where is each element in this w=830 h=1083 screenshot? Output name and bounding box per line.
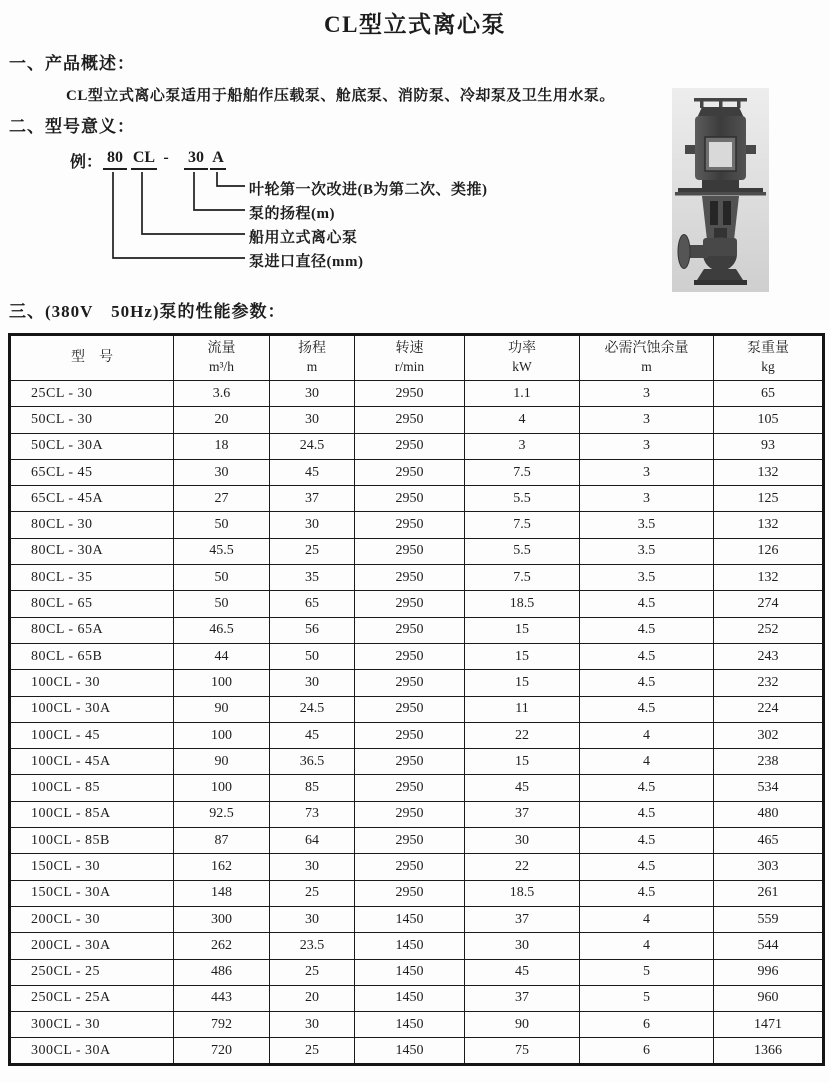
- value-cell: 2950: [355, 801, 465, 827]
- value-cell: 18.5: [465, 880, 580, 906]
- value-cell: 224: [714, 696, 824, 722]
- value-cell: 100: [174, 670, 270, 696]
- value-cell: 37: [270, 486, 355, 512]
- value-cell: 100: [174, 775, 270, 801]
- value-cell: 1450: [355, 906, 465, 932]
- value-cell: 7.5: [465, 459, 580, 485]
- value-cell: 30: [270, 407, 355, 433]
- table-row: [10, 959, 824, 985]
- value-cell: 5.5: [465, 538, 580, 564]
- value-cell: 4.5: [580, 801, 714, 827]
- table-body: [10, 381, 824, 1065]
- column-header: 扬程 m: [270, 335, 355, 381]
- table-row: [10, 775, 824, 801]
- value-cell: 1450: [355, 985, 465, 1011]
- model-cell: 80CL - 30A: [10, 538, 174, 564]
- value-cell: 25: [270, 959, 355, 985]
- value-cell: 1450: [355, 1012, 465, 1038]
- model-cell: 100CL - 85B: [10, 828, 174, 854]
- value-cell: 64: [270, 828, 355, 854]
- value-cell: 30: [270, 670, 355, 696]
- value-cell: 85: [270, 775, 355, 801]
- table-row: [10, 407, 824, 433]
- value-cell: 105: [714, 407, 824, 433]
- value-cell: 30: [270, 1012, 355, 1038]
- value-cell: 25: [270, 538, 355, 564]
- token-dash: -: [163, 149, 169, 166]
- table-row: [10, 643, 824, 669]
- value-cell: 2950: [355, 749, 465, 775]
- value-cell: 1450: [355, 959, 465, 985]
- value-cell: 792: [174, 1012, 270, 1038]
- value-cell: 15: [465, 749, 580, 775]
- token-variant: A: [210, 149, 226, 170]
- table-row: [10, 617, 824, 643]
- value-cell: 3: [465, 433, 580, 459]
- value-cell: 996: [714, 959, 824, 985]
- value-cell: 2950: [355, 512, 465, 538]
- value-cell: 4.5: [580, 828, 714, 854]
- value-cell: 6: [580, 1012, 714, 1038]
- value-cell: 92.5: [174, 801, 270, 827]
- value-cell: 2950: [355, 591, 465, 617]
- example-prefix: 例：: [70, 154, 103, 171]
- value-cell: 132: [714, 565, 824, 591]
- model-cell: 65CL - 45A: [10, 486, 174, 512]
- column-header: 转速 r/min: [355, 335, 465, 381]
- model-cell: 250CL - 25A: [10, 985, 174, 1011]
- value-cell: 2950: [355, 538, 465, 564]
- column-header: 功率 kW: [465, 335, 580, 381]
- value-cell: 44: [174, 643, 270, 669]
- model-cell: 80CL - 65B: [10, 643, 174, 669]
- value-cell: 1.1: [465, 381, 580, 407]
- value-cell: 25: [270, 880, 355, 906]
- value-cell: 3.5: [580, 512, 714, 538]
- value-cell: 90: [174, 696, 270, 722]
- value-cell: 30: [270, 906, 355, 932]
- value-cell: 2950: [355, 775, 465, 801]
- column-header: 必需汽蚀余量 m: [580, 335, 714, 381]
- value-cell: 303: [714, 854, 824, 880]
- value-cell: 30: [465, 933, 580, 959]
- pump-illustration: [672, 88, 769, 292]
- value-cell: 4: [465, 407, 580, 433]
- value-cell: 4: [580, 906, 714, 932]
- value-cell: 2950: [355, 643, 465, 669]
- value-cell: 35: [270, 565, 355, 591]
- value-cell: 1366: [714, 1038, 824, 1064]
- section-model-meaning-heading: 二、型号意义：: [9, 117, 135, 136]
- model-cell: 65CL - 45: [10, 459, 174, 485]
- value-cell: 262: [174, 933, 270, 959]
- value-cell: 4.5: [580, 617, 714, 643]
- model-cell: 250CL - 25: [10, 959, 174, 985]
- table-row: [10, 670, 824, 696]
- value-cell: 15: [465, 643, 580, 669]
- value-cell: 960: [714, 985, 824, 1011]
- value-cell: 5: [580, 959, 714, 985]
- value-cell: 302: [714, 722, 824, 748]
- value-cell: 90: [174, 749, 270, 775]
- value-cell: 15: [465, 670, 580, 696]
- value-cell: 2950: [355, 407, 465, 433]
- value-cell: 93: [714, 433, 824, 459]
- value-cell: 30: [270, 381, 355, 407]
- table-row: [10, 459, 824, 485]
- value-cell: 2950: [355, 459, 465, 485]
- value-cell: 486: [174, 959, 270, 985]
- value-cell: 73: [270, 801, 355, 827]
- value-cell: 544: [714, 933, 824, 959]
- value-cell: 4: [580, 749, 714, 775]
- model-cell: 150CL - 30: [10, 854, 174, 880]
- value-cell: 20: [174, 407, 270, 433]
- table-header-row: [10, 335, 824, 381]
- value-cell: 87: [174, 828, 270, 854]
- model-cell: 100CL - 30: [10, 670, 174, 696]
- value-cell: 148: [174, 880, 270, 906]
- value-cell: 274: [714, 591, 824, 617]
- value-cell: 50: [174, 512, 270, 538]
- value-cell: 25: [270, 1038, 355, 1064]
- value-cell: 2950: [355, 433, 465, 459]
- value-cell: 45: [465, 775, 580, 801]
- section-overview-heading: 一、产品概述：: [9, 54, 135, 73]
- value-cell: 4.5: [580, 591, 714, 617]
- model-cell: 150CL - 30A: [10, 880, 174, 906]
- value-cell: 1471: [714, 1012, 824, 1038]
- table-row: [10, 933, 824, 959]
- table-row: [10, 486, 824, 512]
- value-cell: 252: [714, 617, 824, 643]
- token-head: 30: [184, 149, 208, 170]
- model-cell: 25CL - 30: [10, 381, 174, 407]
- model-cell: 100CL - 30A: [10, 696, 174, 722]
- table-row: [10, 801, 824, 827]
- table-row: [10, 828, 824, 854]
- value-cell: 125: [714, 486, 824, 512]
- value-cell: 45: [270, 722, 355, 748]
- token-inlet-diameter: 80: [103, 149, 127, 170]
- table-row: [10, 696, 824, 722]
- model-cell: 80CL - 30: [10, 512, 174, 538]
- value-cell: 11: [465, 696, 580, 722]
- value-cell: 30: [465, 828, 580, 854]
- model-cell: 300CL - 30: [10, 1012, 174, 1038]
- value-cell: 30: [270, 512, 355, 538]
- diagram-label-impeller-revision: 叶轮第一次改进(B为第二次、类推): [249, 182, 488, 198]
- value-cell: 37: [465, 801, 580, 827]
- model-cell: 80CL - 65: [10, 591, 174, 617]
- value-cell: 65: [270, 591, 355, 617]
- value-cell: 4: [580, 933, 714, 959]
- value-cell: 90: [465, 1012, 580, 1038]
- value-cell: 18.5: [465, 591, 580, 617]
- table-row: [10, 880, 824, 906]
- model-cell: 100CL - 85A: [10, 801, 174, 827]
- value-cell: 65: [714, 381, 824, 407]
- table-row: [10, 985, 824, 1011]
- value-cell: 45.5: [174, 538, 270, 564]
- model-cell: 200CL - 30A: [10, 933, 174, 959]
- performance-table: [8, 333, 825, 1066]
- value-cell: 27: [174, 486, 270, 512]
- value-cell: 46.5: [174, 617, 270, 643]
- column-header: 型 号: [10, 335, 174, 381]
- value-cell: 23.5: [270, 933, 355, 959]
- value-cell: 24.5: [270, 433, 355, 459]
- value-cell: 56: [270, 617, 355, 643]
- model-cell: 300CL - 30A: [10, 1038, 174, 1064]
- value-cell: 261: [714, 880, 824, 906]
- value-cell: 4.5: [580, 670, 714, 696]
- diagram-label-pump-type: 船用立式离心泵: [249, 230, 358, 246]
- value-cell: 7.5: [465, 565, 580, 591]
- value-cell: 30: [270, 854, 355, 880]
- value-cell: 36.5: [270, 749, 355, 775]
- value-cell: 132: [714, 459, 824, 485]
- table-row: [10, 512, 824, 538]
- table-row: [10, 1038, 824, 1064]
- value-cell: 2950: [355, 565, 465, 591]
- table-row: [10, 433, 824, 459]
- value-cell: 3: [580, 459, 714, 485]
- model-cell: 80CL - 35: [10, 565, 174, 591]
- value-cell: 2950: [355, 381, 465, 407]
- table-row: [10, 906, 824, 932]
- value-cell: 559: [714, 906, 824, 932]
- value-cell: 3: [580, 433, 714, 459]
- value-cell: 50: [174, 565, 270, 591]
- value-cell: 50: [270, 643, 355, 669]
- value-cell: 232: [714, 670, 824, 696]
- value-cell: 1450: [355, 933, 465, 959]
- value-cell: 20: [270, 985, 355, 1011]
- value-cell: 45: [270, 459, 355, 485]
- value-cell: 2950: [355, 670, 465, 696]
- value-cell: 2950: [355, 722, 465, 748]
- value-cell: 4: [580, 722, 714, 748]
- model-cell: 200CL - 30: [10, 906, 174, 932]
- value-cell: 132: [714, 512, 824, 538]
- diagram-label-pump-head: 泵的扬程(m): [249, 206, 335, 222]
- value-cell: 162: [174, 854, 270, 880]
- value-cell: 45: [465, 959, 580, 985]
- value-cell: 465: [714, 828, 824, 854]
- table-row: [10, 381, 824, 407]
- overview-paragraph: CL型立式离心泵适用于船舶作压载泵、舱底泵、消防泵、冷却泵及卫生用水泵。: [66, 88, 615, 104]
- model-code-diagram: [0, 145, 600, 275]
- value-cell: 6: [580, 1038, 714, 1064]
- value-cell: 126: [714, 538, 824, 564]
- model-cell: 80CL - 65A: [10, 617, 174, 643]
- table-row: [10, 854, 824, 880]
- model-cell: 50CL - 30: [10, 407, 174, 433]
- value-cell: 2950: [355, 828, 465, 854]
- value-cell: 2950: [355, 486, 465, 512]
- value-cell: 22: [465, 854, 580, 880]
- value-cell: 37: [465, 985, 580, 1011]
- value-cell: 50: [174, 591, 270, 617]
- diagram-label-inlet-diameter: 泵进口直径(mm): [249, 254, 364, 270]
- value-cell: 3.6: [174, 381, 270, 407]
- model-cell: 100CL - 45: [10, 722, 174, 748]
- page-title: CL型立式离心泵: [324, 12, 506, 37]
- value-cell: 4.5: [580, 643, 714, 669]
- model-cell: 50CL - 30A: [10, 433, 174, 459]
- value-cell: 7.5: [465, 512, 580, 538]
- table-row: [10, 722, 824, 748]
- column-header: 泵重量 kg: [714, 335, 824, 381]
- value-cell: 2950: [355, 617, 465, 643]
- value-cell: 4.5: [580, 775, 714, 801]
- table-row: [10, 538, 824, 564]
- value-cell: 2950: [355, 696, 465, 722]
- value-cell: 4.5: [580, 854, 714, 880]
- value-cell: 4.5: [580, 696, 714, 722]
- value-cell: 3.5: [580, 538, 714, 564]
- model-cell: 100CL - 85: [10, 775, 174, 801]
- value-cell: 18: [174, 433, 270, 459]
- section-performance-heading: 三、(380V 50Hz)泵的性能参数：: [9, 302, 286, 321]
- pump-photo: [672, 88, 769, 292]
- value-cell: 4.5: [580, 880, 714, 906]
- value-cell: 3: [580, 407, 714, 433]
- value-cell: 15: [465, 617, 580, 643]
- value-cell: 534: [714, 775, 824, 801]
- value-cell: 100: [174, 722, 270, 748]
- value-cell: 30: [174, 459, 270, 485]
- value-cell: 37: [465, 906, 580, 932]
- value-cell: 243: [714, 643, 824, 669]
- table-row: [10, 565, 824, 591]
- value-cell: 238: [714, 749, 824, 775]
- value-cell: 22: [465, 722, 580, 748]
- table-row: [10, 749, 824, 775]
- table-row: [10, 591, 824, 617]
- value-cell: 720: [174, 1038, 270, 1064]
- value-cell: 5: [580, 985, 714, 1011]
- value-cell: 300: [174, 906, 270, 932]
- value-cell: 3: [580, 381, 714, 407]
- value-cell: 75: [465, 1038, 580, 1064]
- token-series-code: CL: [131, 149, 157, 170]
- table-row: [10, 1012, 824, 1038]
- model-cell: 100CL - 45A: [10, 749, 174, 775]
- value-cell: 5.5: [465, 486, 580, 512]
- value-cell: 2950: [355, 854, 465, 880]
- value-cell: 480: [714, 801, 824, 827]
- value-cell: 1450: [355, 1038, 465, 1064]
- value-cell: 3.5: [580, 565, 714, 591]
- column-header: 流量 m³/h: [174, 335, 270, 381]
- value-cell: 24.5: [270, 696, 355, 722]
- value-cell: 443: [174, 985, 270, 1011]
- value-cell: 3: [580, 486, 714, 512]
- value-cell: 2950: [355, 880, 465, 906]
